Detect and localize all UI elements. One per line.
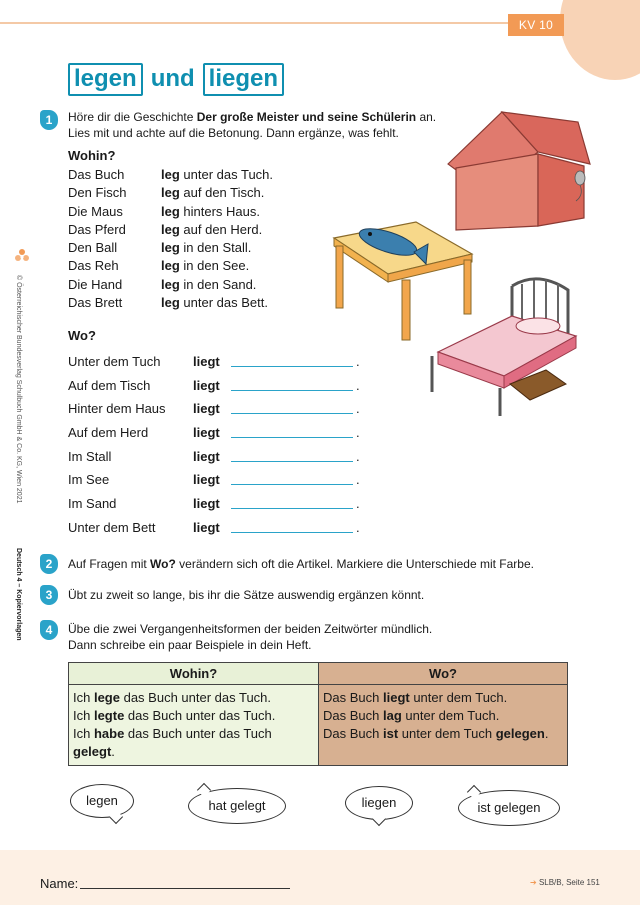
- bubble-tail: [372, 812, 386, 826]
- wo-row: Im Sand liegt .: [68, 496, 360, 512]
- bubble-tail: [197, 783, 211, 797]
- table-line: Ich lege das Buch unter das Tuch.: [73, 690, 272, 705]
- table-line: gelegt.: [73, 744, 115, 759]
- answer-blank[interactable]: [231, 461, 353, 462]
- task-number-1: 1: [40, 110, 58, 130]
- table-cell-wohin: [69, 685, 319, 766]
- answer-blank[interactable]: [231, 413, 353, 414]
- task-number-4: 4: [40, 620, 58, 640]
- table-line: Ich habe das Buch unter das Tuch: [73, 726, 272, 741]
- task-4-instructions: [68, 621, 588, 653]
- answer-blank[interactable]: [231, 366, 353, 367]
- table-line: Das Buch ist unter dem Tuch gelegen.: [323, 726, 549, 741]
- kv-label: KV 10: [508, 14, 564, 36]
- title-connector: und: [150, 65, 195, 92]
- table-line: Das Buch lag unter dem Tuch.: [323, 708, 500, 723]
- wo-list: [68, 350, 360, 540]
- grammar-table: [68, 662, 568, 766]
- wo-row: Auf dem Tisch liegt .: [68, 377, 360, 393]
- bubble-tail: [467, 785, 481, 799]
- wohin-heading: Wohin?: [68, 148, 116, 163]
- speech-bubble-legen: legen: [70, 784, 134, 818]
- answer-blank[interactable]: [231, 484, 353, 485]
- speech-bubble-hat-gelegt: hat gelegt: [188, 788, 286, 824]
- wohin-row: Das Pferd leg auf den Herd.: [68, 221, 263, 237]
- table-header-row: [69, 663, 568, 685]
- answer-blank[interactable]: [231, 532, 353, 533]
- answer-blank[interactable]: [231, 390, 353, 391]
- wohin-row: Den Ball leg in den Stall.: [68, 240, 252, 256]
- task-number-2: 2: [40, 554, 58, 574]
- wohin-row: Das Reh leg in den See.: [68, 258, 250, 274]
- table-line: Das Buch liegt unter dem Tuch.: [323, 690, 508, 705]
- wohin-row: Die Hand leg in den Sand.: [68, 276, 257, 292]
- wo-row: Im Stall liegt .: [68, 448, 360, 464]
- task-2-instructions: Auf Fragen mit Wo? verändern sich oft die Artikel. Markiere die Unterschiede mit Farbe.: [68, 557, 534, 571]
- wo-heading: Wo?: [68, 328, 96, 343]
- wohin-row: Die Maus leg hinters Haus.: [68, 203, 260, 219]
- task-4-line-1: Übe die zwei Vergangenheitsformen der beiden Zeitwörter mündlich.: [68, 622, 433, 636]
- wo-row: Im See liegt .: [68, 472, 360, 488]
- answer-blank[interactable]: [231, 508, 353, 509]
- bed-illustration: [426, 272, 594, 416]
- answer-blank[interactable]: [231, 437, 353, 438]
- name-input-line[interactable]: [80, 888, 290, 889]
- speech-bubble-liegen: liegen: [345, 786, 413, 820]
- table-header-wo: Wo?: [319, 663, 568, 685]
- wohin-row: Das Buch leg unter das Tuch.: [68, 167, 274, 182]
- wohin-list: [68, 166, 273, 312]
- series-title: Deutsch 4 – Kopiervorlagen: [15, 548, 22, 641]
- copyright-note: © Österreichischer Bundesverlag Schulbuch GmbH & Co. KG, Wien 2021: [15, 275, 22, 504]
- table-header-wohin: Wohin?: [69, 663, 319, 685]
- corner-decoration: [560, 0, 640, 80]
- page-title: [68, 62, 284, 96]
- task-1-line-1: Höre dir die Geschichte Der große Meister und seine Schülerin an.: [68, 110, 437, 124]
- publisher-logo-icon: [14, 248, 30, 264]
- task-number-3: 3: [40, 585, 58, 605]
- title-word-liegen: liegen: [203, 63, 284, 96]
- header-rule: [0, 22, 520, 24]
- wohin-row: Den Fisch leg auf den Tisch.: [68, 185, 265, 201]
- wohin-row: Das Brett leg unter das Bett.: [68, 295, 268, 311]
- wo-row: Unter dem Tuch liegt .: [68, 354, 360, 369]
- bubble-tail: [109, 810, 123, 824]
- table-cell-wo: [319, 685, 568, 766]
- wo-row: Hinter dem Haus liegt .: [68, 401, 360, 417]
- title-word-legen: legen: [68, 63, 143, 96]
- page-reference: ➔ SLB/B, Seite 151: [530, 878, 600, 887]
- name-label: Name:: [40, 876, 79, 891]
- table-body-row: [69, 685, 568, 766]
- table-line: Ich legte das Buch unter das Tuch.: [73, 708, 276, 723]
- wo-row: Auf dem Herd liegt .: [68, 425, 360, 441]
- arrow-right-icon: ➔: [530, 878, 537, 887]
- task-1-line-2: Lies mit und achte auf die Betonung. Dann ergänze, was fehlt.: [68, 126, 399, 140]
- task-3-instructions: Übt zu zweit so lange, bis ihr die Sätze auswendig ergänzen könnt.: [68, 588, 425, 602]
- task-4-line-2: Dann schreibe ein paar Beispiele in dein Heft.: [68, 638, 312, 652]
- wo-row: Unter dem Bett liegt .: [68, 519, 360, 535]
- task-1-instructions: [68, 109, 448, 141]
- speech-bubble-ist-gelegen: ist gelegen: [458, 790, 560, 826]
